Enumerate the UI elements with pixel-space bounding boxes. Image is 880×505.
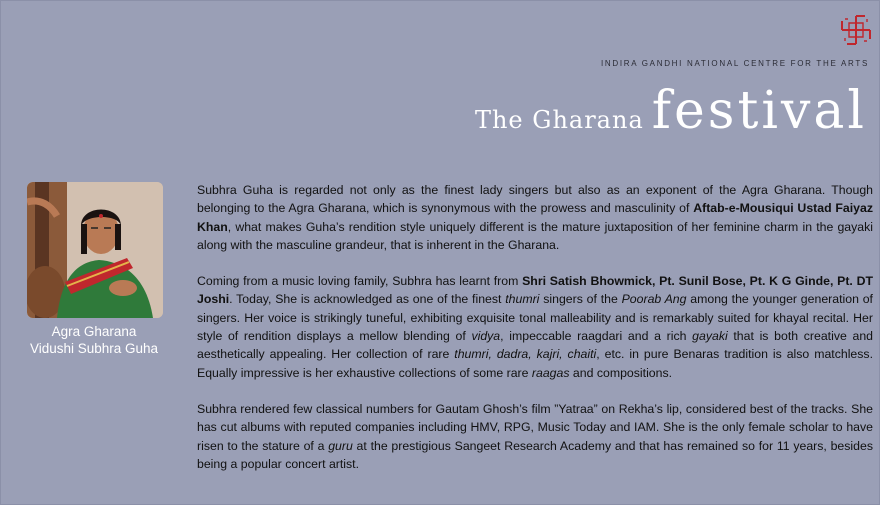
bio-italic: thumri, dadra, kajri, chaiti [454, 347, 597, 362]
bio-text: that is both creative and aesthetically appealing. Her collection of rare [197, 329, 874, 362]
bio-text: . Today, She is acknowledged as one of the finest [229, 292, 506, 307]
bio-italic: vidya [471, 329, 501, 344]
festival-title [475, 81, 867, 141]
organization-name: INDIRA GANDHI NATIONAL CENTRE FOR THE ARTS [600, 59, 869, 68]
bio-text: Subhra Guha is regarded not only as the finest lady singers but also as an exponent of the Agra Gharana. Though belonging to the Agra Gharana, which is synonymous with the prowess and masculinity of [197, 183, 873, 216]
bio-text: , impeccable raagdari and a rich [500, 329, 693, 344]
bio-italic: gayaki [692, 329, 728, 344]
bio-text: singers of the [539, 292, 622, 307]
bio-text: , etc. in pure Benaras tradition is also matchless. Equally impressive is her exhaustive collections of some rare [197, 347, 873, 380]
caption-gharana: Agra Gharana [51, 324, 137, 339]
caption-name: Vidushi Subhra Guha [29, 341, 159, 356]
bio-text: Coming from a music loving family, Subhra has learnt from [197, 274, 523, 289]
bio-text: at the prestigious Sangeet Research Academy and that has remained so for 11 years, besides being a popular concert artist. [197, 438, 873, 471]
biography [197, 181, 873, 491]
bio-paragraph-1 [197, 181, 873, 254]
title-small: The Gharana [474, 106, 644, 134]
ignca-swastika-logo-icon [839, 13, 873, 47]
bio-bold: Aftab-e-Mousiqui Ustad Faiyaz Khan [197, 201, 873, 234]
bio-paragraph-3 [197, 400, 873, 473]
bio-text: and compositions. [569, 365, 673, 380]
bio-bold: Shri Satish Bhowmick, Pt. Sunil Bose, Pt. K G Ginde, Pt. DT Joshi [197, 274, 873, 307]
artist-photo [27, 182, 163, 318]
bio-italic: guru [328, 438, 353, 453]
title-big: festival [651, 81, 867, 141]
bio-italic: thumri [505, 292, 540, 307]
bio-text: among the younger generation of singers. Her voice is strikingly tuneful, exhibiting exquisite tonal malleability and is remarkably suited for khayal recital. Her style of rendition displays a mellow blending of [197, 292, 873, 344]
photo-caption [11, 323, 177, 357]
bio-italic: Poorab Ang [621, 292, 687, 307]
bio-paragraph-2 [197, 272, 873, 382]
bio-italic: raagas [531, 365, 570, 380]
bio-text: , what makes Guha’s rendition style uniquely different is the mature juxtaposition of her feminine charm in the gayaki along with the masculine grandeur, that is inherent in the Gharana. [197, 219, 873, 252]
bio-text: Subhra rendered few classical numbers for Gautam Ghosh’s film ”Yatraa” on Rekha’s lip, considered best of the tracks. She has cut albums with reputed companies including HMV, RPG, Music Today and IAM. She is the only female scholar to have risen to the stature of a [197, 401, 873, 453]
